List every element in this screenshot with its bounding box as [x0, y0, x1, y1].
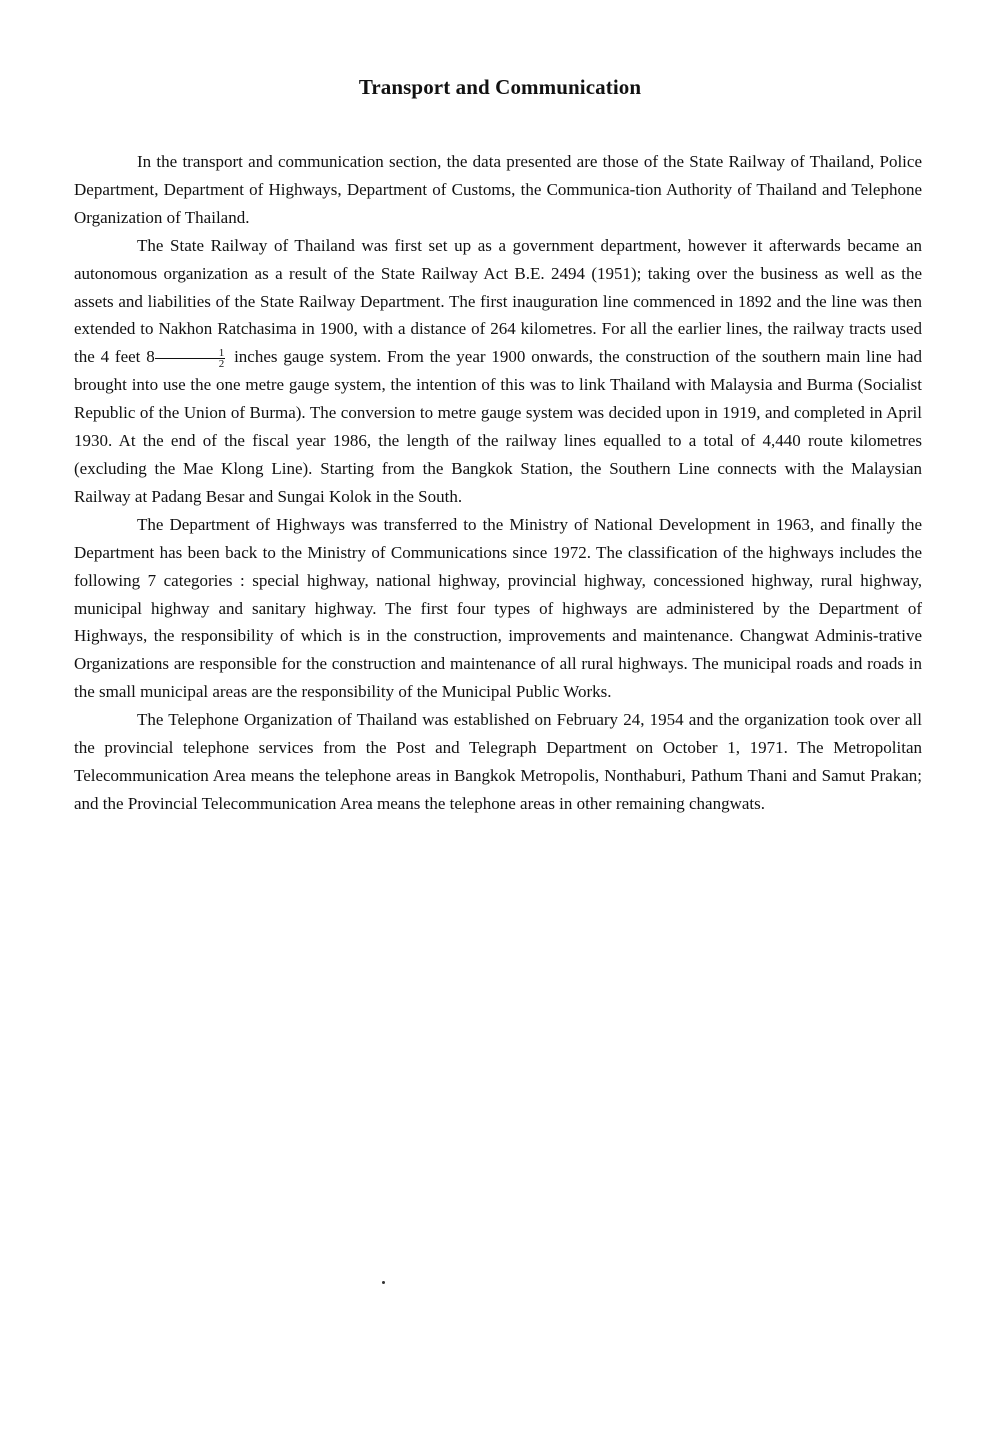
paragraph-highways: The Department of Highways was transferred to the Ministry of National Development in 1963, and finally the Department has been back to the Ministry of Communications since 1972. The classification of the highways includes the following 7 categories : special highway, national highway, provincial highway, concessioned highway, rural highway, municipal highway and sanitary highway. The first four types of highways are administered by the Department of Highways, the responsibility of which is in the construction, improvements and maintenance. Changwat Adminis-trative Organizations are responsible for the construction and maintenance of all rural highways. The municipal roads and roads in the small municipal areas are the responsibility of the Municipal Public Works. [74, 514, 922, 702]
paragraph-railway [74, 232, 922, 511]
scan-dot-mark [382, 1281, 385, 1284]
fraction-denominator: 2 [218, 357, 225, 370]
paragraph-intro: In the transport and communication section, the data presented are those of the State Railway of Thailand, Police Department, Department of Highways, Department of Customs, the Communica-tion Authority of Thailand and Telephone Organization of Thailand. [74, 152, 922, 227]
railway-text-part-1: The State Railway of Thailand was first set up as a government department, however it afterwards became an autonomous organization as a result of the State Railway Act B.E. 2494 (1951); taking over the business as well as the assets and liabilities of the State Railway Department. The first inauguration line commenced in 1892 and the line was then extended to Nakhon Ratchasima in 1900, with a distance of 264 kilometres. For all the earlier lines, the railway tracts used the 4 feet 8 [74, 235, 922, 367]
railway-text-part-2: inches gauge system. From the year 1900 onwards, the construction of the southern main line had brought into use the one metre gauge system, the intention of this was to link Thailand with Malaysia and Burma (Socialist Republic of the Union of Burma). The conversion to metre gauge system was decided upon in 1919, and completed in April 1930. At the end of the fiscal year 1986, the length of the railway lines equalled to a total of 4,440 route kilometres (excluding the Mae Klong Line). Starting from the Bangkok Station, the Southern Line connects with the Malaysian Railway at Padang Besar and Sungai Kolok in the South. [74, 347, 922, 506]
fraction-numerator: 1 [155, 348, 226, 359]
paragraph-telephone: The Telephone Organization of Thailand was established on February 24, 1954 and the organization took over all the provincial telephone services from the Post and Telegraph Department on October 1, 1971. The Metropolitan Telecommunication Area means the telephone areas in Bangkok Metropolis, Nonthaburi, Pathum Thani and Samut Prakan; and the Provincial Telecommunication Area means the telephone areas in other remaining changwats. [74, 710, 922, 813]
fraction-one-half [155, 348, 226, 369]
body-text [74, 148, 922, 818]
page-title: Transport and Communication [358, 75, 642, 99]
